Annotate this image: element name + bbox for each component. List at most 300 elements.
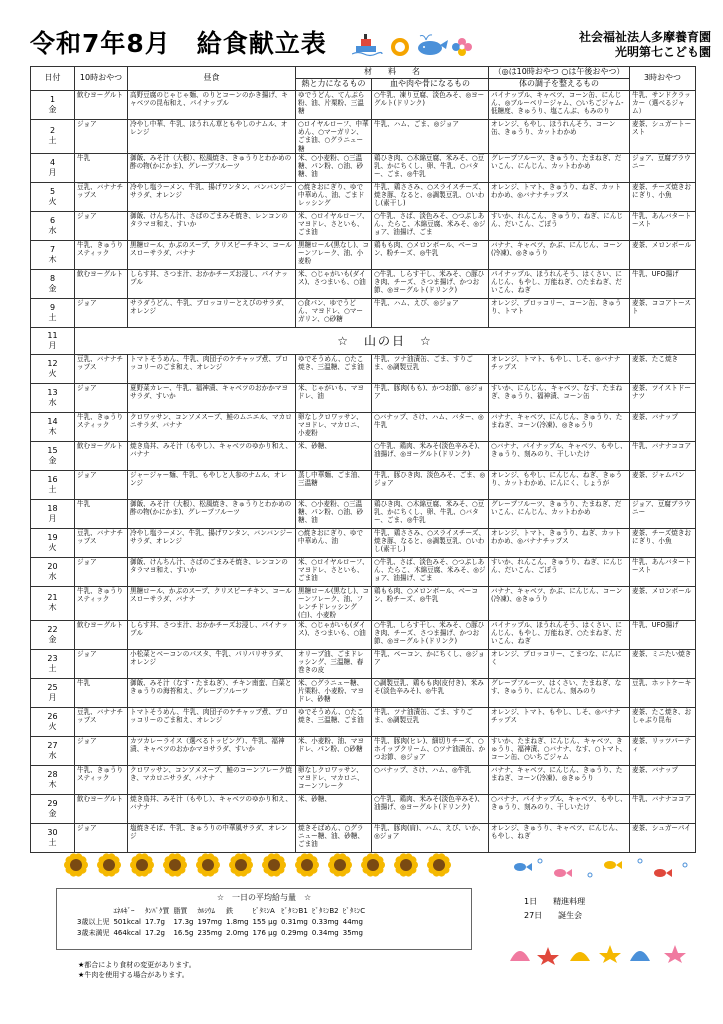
average-header-cell: ﾋﾞﾀﾐﾝB1 xyxy=(281,907,308,915)
ingredients-body: バナナ、キャベツ、にんじん、きゅうり、たまねぎ、コーン(冷凍)、◎きゅうり xyxy=(489,412,630,441)
am-snack: ジョア xyxy=(75,211,128,240)
am-snack: ジョア xyxy=(75,557,128,586)
average-cell: 197mg xyxy=(197,918,223,926)
sea-decoration-top xyxy=(500,855,700,883)
day-number: 16 xyxy=(47,474,58,484)
am-snack: 牛乳 xyxy=(75,153,128,182)
day-date xyxy=(31,327,75,354)
pm-snack: 麦茶、ツイストドーナツ xyxy=(630,383,696,412)
am-snack: ジョア xyxy=(75,823,128,852)
pm-snack: 牛乳、あんバタートースト xyxy=(630,211,696,240)
average-header-cell: ｴﾈﾙｷﾞｰ xyxy=(113,907,135,915)
average-cell: 0.33mg xyxy=(311,918,339,926)
ingredients-body: パイナップル、キャベツ、コーン缶、にんじん、◎ブルーベリージャム、○いちごジャム-低糖度、きゅうり、塩こんぶ、もみのり xyxy=(489,91,630,120)
day-number: 6 xyxy=(49,215,56,225)
menu-row xyxy=(31,678,696,707)
ingredients-heat: 米、○ロイヤルローフ、マヨドレ、さといも、ごま油 xyxy=(296,211,372,240)
lunch-menu: 冷やし塩ラーメン、牛乳、揚げワンタン、バンバンジーサラダ、オレンジ xyxy=(128,182,296,211)
day-date xyxy=(31,823,75,852)
ingredients-body: バナナ、キャベツ、にんじん、きゅうり、たまねぎ、コーン(冷凍)、◎きゅうり xyxy=(489,765,630,794)
menu-row xyxy=(31,269,696,298)
am-snack: 豆乳、バナナチップス xyxy=(75,354,128,383)
ingredients-heat: 米、○じゃがいも(ダイス)、さつまいも、○油 xyxy=(296,620,372,649)
pm-snack: 麦茶、チーズ焼きおにぎり、小魚 xyxy=(630,182,696,211)
menu-row xyxy=(31,153,696,182)
menu-body xyxy=(31,91,696,853)
weekday: 木 xyxy=(48,779,57,789)
weekday: 土 xyxy=(48,837,57,847)
ingredients-heat: ゆでそうめん、○たこ焼き、三温糖、ごま油 xyxy=(296,707,372,736)
ingredients-blood: ○調製豆乳、鶏もも肉(皮付き)、米みそ(淡色辛みそ)、◎牛乳 xyxy=(372,678,489,707)
day-date xyxy=(31,707,75,736)
weekday: 金 xyxy=(48,455,57,465)
average-header-cell xyxy=(75,906,111,917)
average-cell: 464kcal xyxy=(113,929,141,937)
day-number: 12 xyxy=(47,358,58,368)
average-cell: 17.3g xyxy=(173,918,194,926)
weekday: 土 xyxy=(48,136,57,146)
ingredients-heat: 黒糖ロール(黒なし)、コーンフレーク、油、小麦粉 xyxy=(296,240,372,269)
pm-snack: 豆乳、ホットケーキ xyxy=(630,678,696,707)
lunch-menu: クロワッサン、コンソメスープ、鮭のコーンフレーク焼き、マカロニサラダ、バナナ xyxy=(128,765,296,794)
average-header-cell: 鉄 xyxy=(226,907,234,915)
am-snack: ジョア xyxy=(75,649,128,678)
day-date xyxy=(31,765,75,794)
ingredients-blood: ○牛乳、しらす干し、米みそ、○豚ひき肉、チーズ、さつま揚げ、かつお節、◎ヨーグルト(ドリンク) xyxy=(372,620,489,649)
day-date xyxy=(31,470,75,499)
am-snack: 飲むヨーグルト xyxy=(75,441,128,470)
lunch-menu: トマトそうめん、牛乳、肉団子のケチャップ煮、ブロッコリーのごま和え、オレンジ xyxy=(128,707,296,736)
weekday: 月 xyxy=(48,167,57,177)
ingredients-blood: 鶏ひき肉、○木綿豆腐、米みそ、○豆乳、かにちくし、卵、牛乳、○バター、ごま、◎牛乳 xyxy=(372,499,489,528)
day-number: 21 xyxy=(47,593,58,603)
average-header-row xyxy=(75,906,367,917)
ingredients-body: オレンジ、トマト、きゅうり、ねぎ、カットわかめ、◎バナナチップス xyxy=(489,528,630,557)
average-row xyxy=(75,917,367,928)
weekday: 金 xyxy=(48,634,57,644)
ingredients-body: オレンジ、もやし、にんじん、ねぎ、きゅうり、カットわかめ、にんにく、しょうが xyxy=(489,470,630,499)
weekday: 火 xyxy=(48,721,57,731)
average-nutrition-box xyxy=(56,888,472,950)
day-number: 25 xyxy=(47,682,58,692)
ingredients-blood: 鶏もも肉、○メロンボール、ベーコン、粉チーズ、◎牛乳 xyxy=(372,586,489,620)
ingredients-blood: 牛乳、ベーコン、かにちくし、◎ジョア xyxy=(372,649,489,678)
ingredients-body: バナナ、キャベツ、かぶ、にんじん、コーン(冷凍)、◎きゅうり xyxy=(489,240,630,269)
day-date xyxy=(31,794,75,823)
decoration-icons xyxy=(352,30,482,60)
lunch-menu: 塩焼きそば、牛乳、きゅうりの中華風サラダ、オレンジ xyxy=(128,823,296,852)
header-lunch: 昼食 xyxy=(128,67,296,91)
ingredients-blood: 牛乳、ツナ油漬缶、ごま、すりごま、◎調製豆乳 xyxy=(372,354,489,383)
sunflower-icon xyxy=(262,853,286,876)
menu-row xyxy=(31,470,696,499)
day-number: 13 xyxy=(47,387,58,397)
ingredients-body: オレンジ、ブロッコリー、コーン缶、きゅうり、トマト xyxy=(489,298,630,327)
ingredients-blood: ○牛乳、しらす干し、米みそ、○豚ひき肉、チーズ、さつま揚げ、かつお節、◎ヨーグルト(ドリンク) xyxy=(372,269,489,298)
day-date xyxy=(31,557,75,586)
menu-row xyxy=(31,182,696,211)
am-snack: 豆乳、バナナチップス xyxy=(75,707,128,736)
sunflower-icon xyxy=(130,853,154,876)
ingredients-heat: ○焼きおにぎり、ゆで中華めん、油、ごまドレッシング xyxy=(296,182,372,211)
pm-snack: 牛乳、UFO揚げ xyxy=(630,269,696,298)
day-date xyxy=(31,736,75,765)
lunch-menu: 高野豆腐のじゃじゃ麺、のりとコーンのかき揚げ、キャベツの昆布和え、パイナップル xyxy=(128,91,296,120)
ingredients-blood: ○牛乳、鶏肉、米みそ(淡色辛みそ)、油揚げ、◎ヨーグルト(ドリンク) xyxy=(372,794,489,823)
sunflower-icon xyxy=(295,853,319,876)
menu-row xyxy=(31,412,696,441)
average-cell: 235mg xyxy=(197,929,223,937)
day-number: 15 xyxy=(47,445,58,455)
day-number: 20 xyxy=(47,561,58,571)
pm-snack: 牛乳、バナナココア xyxy=(630,441,696,470)
header-note: （◎は10時おやつ ○は午後おやつ） xyxy=(489,67,630,79)
menu-row xyxy=(31,298,696,327)
pm-snack: 麦茶、バナップ xyxy=(630,765,696,794)
average-cell: 155 μg xyxy=(252,918,278,926)
event-list xyxy=(524,895,585,923)
day-number: 22 xyxy=(47,624,58,634)
pm-snack: 麦茶、チーズ焼きおにぎり、小魚 xyxy=(630,528,696,557)
lunch-menu: 焼き鳥丼、みそ汁（もやし）、キャベツのゆかり和え、バナナ xyxy=(128,441,296,470)
menu-row xyxy=(31,765,696,794)
lunch-menu: しらす丼、さつま汁、おかかチーズお浸し、パイナップル xyxy=(128,620,296,649)
weekday: 金 xyxy=(48,808,57,818)
day-number: 27 xyxy=(47,740,58,750)
menu-row xyxy=(31,620,696,649)
org-line1: 社会福祉法人多摩養育園 xyxy=(578,30,711,44)
menu-row xyxy=(31,736,696,765)
ship-icon xyxy=(352,34,382,56)
average-cell: 35mg xyxy=(342,929,363,937)
day-number: 11 xyxy=(47,330,58,340)
day-number: 4 xyxy=(49,157,56,167)
am-snack: 牛乳、きゅうりスティック xyxy=(75,586,128,620)
day-number: 7 xyxy=(49,244,56,254)
ingredients-body: すいか、にんじん、キャベツ、なす、たまねぎ、きゅうり、福神漬、コーン缶 xyxy=(489,383,630,412)
ingredients-heat: 米、○小麦粉、○三温糖、パン粉、○油、砂糖、油 xyxy=(296,499,372,528)
weekday: 金 xyxy=(48,283,57,293)
am-snack: 豆乳、バナナチップス xyxy=(75,182,128,211)
day-date xyxy=(31,649,75,678)
day-number: 29 xyxy=(47,798,58,808)
average-cell: 17.2g xyxy=(144,929,165,937)
ingredients-heat: 米、○ロイヤルローフ、マヨドレ、さといも、ごま油 xyxy=(296,557,372,586)
am-snack: 牛乳、きゅうりスティック xyxy=(75,240,128,269)
ingredients-blood: 牛乳、ハム、ごま、◎ジョア xyxy=(372,120,489,154)
lunch-menu: 御飯、みそ汁（なす・たまねぎ）、チキン南蛮、白菜ときゅうりの海苔和え、グレープフルーツ xyxy=(128,678,296,707)
ingredients-blood: ○牛乳、さば、淡色みそ、○つぶしあん、たらこ、木綿豆腐、米みそ、◎ジョア、油揚げ、ごま xyxy=(372,557,489,586)
weekday: 火 xyxy=(48,542,57,552)
lunch-menu: 御飯、みそ汁（大根）、松風焼き、きゅうりとわかめの酢の物(かにかま)、グレープフルーツ xyxy=(128,153,296,182)
lunch-menu: ジャージャー麺、牛乳、もやしと人参のナムル、オレンジ xyxy=(128,470,296,499)
ingredients-heat: 米、○じゃがいも(ダイス)、さつまいも、○油 xyxy=(296,269,372,298)
am-snack: 牛乳、きゅうりスティック xyxy=(75,765,128,794)
pm-snack: 牛乳、サンドクラッカー（選べるジャム） xyxy=(630,91,696,120)
pm-snack: 麦茶、たこ焼き xyxy=(630,354,696,383)
sunflower-icon xyxy=(394,853,418,876)
average-cell: 44mg xyxy=(342,918,363,926)
weekday: 土 xyxy=(48,312,57,322)
weekday: 月 xyxy=(48,692,57,702)
lunch-menu: カツカレーライス（選べるトッピング）、牛乳、福神漬、キャベツのおかかマヨサラダ、すいか xyxy=(128,736,296,765)
menu-row xyxy=(31,528,696,557)
starfish-icon xyxy=(537,945,686,965)
menu-row xyxy=(31,823,696,852)
day-date xyxy=(31,211,75,240)
average-header-cell: 脂質 xyxy=(173,907,188,915)
menu-row xyxy=(31,794,696,823)
weekday: 金 xyxy=(48,105,57,114)
menu-row xyxy=(31,211,696,240)
fish-icon xyxy=(514,861,672,877)
am-snack: ジョア xyxy=(75,383,128,412)
sunflower-icon xyxy=(97,853,121,876)
weekday: 木 xyxy=(48,603,57,613)
ingredients-body: オレンジ、トマト、もやし、しそ、◎バナナチップス xyxy=(489,354,630,383)
ingredients-body: ○バナナ、パイナップル、キャベツ、もやし、きゅうり、刻みのり、干しいたけ xyxy=(489,794,630,823)
menu-row xyxy=(31,649,696,678)
average-title: ☆ 一日の平均給与量 ☆ xyxy=(216,893,312,902)
ingredients-heat: 蒸し中華麺、ごま油、三温糖 xyxy=(296,470,372,499)
ingredients-heat: 黒糖ロール(黒なし)、コーンフレーク、油、フレンチドレッシング(白)、小麦粉 xyxy=(296,586,372,620)
pm-snack: 麦茶、ココアトースト xyxy=(630,298,696,327)
day-number: 23 xyxy=(47,653,58,663)
day-date xyxy=(31,499,75,528)
menu-row xyxy=(31,91,696,120)
ingredients-heat: 米、砂糖、 xyxy=(296,441,372,470)
lunch-menu: 御飯、みそ汁（大根）、松風焼き、きゅうりとわかめの酢の物(かにかま)、グレープフルーツ xyxy=(128,499,296,528)
ingredients-body: グレープフルーツ、きゅうり、たまねぎ、だいこん、にんじん、カットわかめ xyxy=(489,153,630,182)
day-date xyxy=(31,620,75,649)
ingredients-blood: ○牛乳、さば、淡色みそ、○つぶしあん、たらこ、木綿豆腐、米みそ、◎ジョア、油揚げ、ごま xyxy=(372,211,489,240)
weekday: 土 xyxy=(48,663,57,673)
day-number: 19 xyxy=(47,532,58,542)
lunch-menu: 小松菜とベーコンのパスタ、牛乳、パリパリサラダ、オレンジ xyxy=(128,649,296,678)
ingredients-blood: 牛乳、ハム、えび、◎ジョア xyxy=(372,298,489,327)
average-header-cell: ﾋﾞﾀﾐﾝB2 xyxy=(311,907,339,915)
am-snack: 飲むヨーグルト xyxy=(75,794,128,823)
am-snack: ジョア xyxy=(75,736,128,765)
page-title: 令和7年8月 給食献立表 xyxy=(30,29,327,58)
ingredients-blood: ○バナップ、さけ、ハム、バター、◎牛乳 xyxy=(372,412,489,441)
pm-snack: 麦茶、シュガートースト xyxy=(630,120,696,154)
am-snack: 牛乳、きゅうりスティック xyxy=(75,412,128,441)
ingredients-blood: 牛乳、豚ひき肉、淡色みそ、ごま、◎ジョア xyxy=(372,470,489,499)
day-number: 5 xyxy=(49,186,56,196)
lunch-menu: しらす丼、さつま汁、おかかチーズお浸し、パイナップル xyxy=(128,269,296,298)
ingredients-body: すいか、れんこん、きゅうり、ねぎ、にんじん、だいこん、ごぼう xyxy=(489,557,630,586)
ingredients-body: オレンジ、ブロッコリー、こまつな、にんにく xyxy=(489,649,630,678)
lunch-menu: 冷やし中華、牛乳、ほうれん草ともやしのナムル、オレンジ xyxy=(128,120,296,154)
flower-icon xyxy=(452,38,472,56)
pm-snack: 麦茶、ミニたい焼き xyxy=(630,649,696,678)
lunch-menu: 冷やし塩ラーメン、牛乳、揚げワンタン、バンバンジーサラダ、オレンジ xyxy=(128,528,296,557)
day-number: 26 xyxy=(47,711,58,721)
menu-row xyxy=(31,499,696,528)
average-cell: 176 μg xyxy=(252,929,278,937)
weekday: 水 xyxy=(48,750,57,760)
pm-snack: 麦茶、シュガーパイ xyxy=(630,823,696,852)
day-date xyxy=(31,153,75,182)
am-snack: 飲むヨーグルト xyxy=(75,91,128,120)
ingredients-body: すいか、たまねぎ、にんじん、キャベツ、きゅうり、福神漬、○バナナ、なす、○トマト、コーン缶、○いちごジャム xyxy=(489,736,630,765)
menu-row xyxy=(31,441,696,470)
ingredients-body: ○バナナ、パイナップル、キャベツ、もやし、きゅうり、刻みのり、干しいたけ xyxy=(489,441,630,470)
header-pm-snack: 3時おやつ xyxy=(630,67,696,91)
ingredients-heat: ○焼きおにぎり、ゆで中華めん、油 xyxy=(296,528,372,557)
weekday: 木 xyxy=(48,254,57,264)
ingredients-blood: 牛乳、豚肉(肩)、ハム、えび、いか、◎ジョア xyxy=(372,823,489,852)
ingredients-body: グレープフルーツ、はくさい、たまねぎ、なす、きゅうり、にんじん、刻みのり xyxy=(489,678,630,707)
menu-row xyxy=(31,120,696,154)
average-table xyxy=(75,906,367,939)
am-snack: ジョア xyxy=(75,298,128,327)
ingredients-heat: 卵なしクロワッサン、マヨドレ、マカロニ、小麦粉 xyxy=(296,412,372,441)
ingredients-blood: 牛乳、鶏ささみ、○スライスチーズ、焼き豚、なると、◎調製豆乳、○いわし(素干し) xyxy=(372,528,489,557)
day-date xyxy=(31,528,75,557)
ingredients-body: オレンジ、もやし、ほうれんそう、コーン缶、きゅうり、カットわかめ xyxy=(489,120,630,154)
menu-table xyxy=(30,66,696,853)
day-number: 14 xyxy=(47,416,58,426)
lunch-menu: サラダうどん、牛乳、ブロッコリーとえびのサラダ、オレンジ xyxy=(128,298,296,327)
menu-row xyxy=(31,557,696,586)
ingredients-heat: オリーブ油、ごまドレッシング、三温糖、春巻きの皮 xyxy=(296,649,372,678)
note-item: ★牛肉を使用する場合があります。 xyxy=(78,971,189,979)
day-date xyxy=(31,383,75,412)
header-body: 体の調子を整えるもの xyxy=(489,79,630,91)
average-cell: 2.0mg xyxy=(226,929,249,937)
ingredients-heat: 米、小麦粉、油、マヨドレ、パン粉、○砂糖 xyxy=(296,736,372,765)
pm-snack: 牛乳、あんバタートースト xyxy=(630,557,696,586)
lunch-menu: クロワッサン、コンソメスープ、鮭のムニエル、マカロニサラダ、バナナ xyxy=(128,412,296,441)
sunflower-icon xyxy=(196,853,220,876)
sunflower-icon xyxy=(64,853,88,876)
ingredients-blood: ○牛乳、鶏肉、米みそ(淡色辛みそ)、油揚げ、◎ヨーグルト(ドリンク) xyxy=(372,441,489,470)
day-date xyxy=(31,91,75,120)
header-blood: 血や肉や骨になるもの xyxy=(372,79,489,91)
lunch-menu: 焼き鳥丼、みそ汁（もやし）、キャベツのゆかり和え、バナナ xyxy=(128,794,296,823)
day-number: 2 xyxy=(49,126,56,136)
sunflower-icon xyxy=(229,853,253,876)
average-cell: 3歳以上児 xyxy=(77,918,110,926)
weekday: 火 xyxy=(48,196,57,206)
ingredients-blood: ○バナップ、さけ、ハム、◎牛乳 xyxy=(372,765,489,794)
ingredients-heat: 卵なしクロワッサン、マヨドレ、マカロニ、コーンフレーク xyxy=(296,765,372,794)
event-item: 1日 精進料理 xyxy=(524,897,586,906)
menu-row xyxy=(31,354,696,383)
average-cell: 0.29mg xyxy=(281,929,308,937)
ingredients-blood: 牛乳、豚肉(もも)、かつお節、◎ジョア xyxy=(372,383,489,412)
day-date xyxy=(31,412,75,441)
whale-icon xyxy=(418,35,448,55)
average-header-cell: ﾋﾞﾀﾐﾝA xyxy=(252,907,275,915)
footnotes xyxy=(78,960,196,980)
pm-snack: 麦茶、メロンボール xyxy=(630,240,696,269)
holiday-label: ☆ 山の日 ☆ xyxy=(75,327,696,354)
sunflower-icon xyxy=(328,853,352,876)
weekday: 水 xyxy=(48,225,57,235)
pm-snack: 麦茶、たこ焼き、おしゃぶり昆布 xyxy=(630,707,696,736)
average-cell: 17.7g xyxy=(144,918,165,926)
am-snack: 牛乳 xyxy=(75,499,128,528)
note-item: ★都合により食材の変更があります。 xyxy=(78,961,196,969)
day-number: 9 xyxy=(49,302,56,312)
am-snack: ジョア xyxy=(75,120,128,154)
ingredients-heat: 米、砂糖、 xyxy=(296,794,372,823)
day-number: 8 xyxy=(49,273,56,283)
ingredients-blood: 牛乳、鶏ささみ、○スライスチーズ、焼き豚、なると、◎調製豆乳、○いわし(素干し) xyxy=(372,182,489,211)
day-date xyxy=(31,298,75,327)
lunch-menu: 御飯、けんちん汁、さばのごまみそ焼き、レンコンのタラマヨ和え、すいか xyxy=(128,557,296,586)
lunch-menu: 御飯、けんちん汁、さばのごまみそ焼き、レンコンのタラマヨ和え、すいか xyxy=(128,211,296,240)
pm-snack: 麦茶、リッツパーティ xyxy=(630,736,696,765)
org-line2: 光明第七こども園 xyxy=(614,45,711,59)
pm-snack: ジョア、豆腐ブラウニー xyxy=(630,499,696,528)
weekday: 水 xyxy=(48,397,57,407)
event-item: 27日 誕生会 xyxy=(524,911,583,920)
ingredients-blood: ○牛乳、凍り豆腐、淡色みそ、◎ヨーグルト(ドリンク) xyxy=(372,91,489,120)
ingredients-blood: 鶏もも肉、○メロンボール、ベーコン、粉チーズ、◎牛乳 xyxy=(372,240,489,269)
menu-row xyxy=(31,383,696,412)
am-snack: ジョア xyxy=(75,470,128,499)
am-snack: 豆乳、バナナチップス xyxy=(75,528,128,557)
header-heat: 熱と力になるもの xyxy=(296,79,372,91)
organization-name xyxy=(579,30,711,60)
ingredients-body: オレンジ、きゅうり、キャベツ、にんじん、もやし、ねぎ xyxy=(489,823,630,852)
day-date xyxy=(31,269,75,298)
ingredients-heat: 米、○グラニュー糖、片栗粉、小麦粉、マヨドレ、砂糖 xyxy=(296,678,372,707)
ingredients-heat: 米、○小麦粉、○三温糖、パン粉、○油、砂糖、油 xyxy=(296,153,372,182)
pm-snack: 麦茶、バナップ xyxy=(630,412,696,441)
am-snack: 牛乳 xyxy=(75,678,128,707)
ingredients-blood: 牛乳、豚肉(ヒレ)、細切りチーズ、○ホイップクリーム、○ツナ油漬缶、かつお節、◎ジョア xyxy=(372,736,489,765)
day-number: 1 xyxy=(49,95,56,104)
day-number: 28 xyxy=(47,769,58,779)
day-date xyxy=(31,354,75,383)
day-date xyxy=(31,120,75,154)
average-header-cell: ｶﾙｼｳﾑ xyxy=(197,907,215,915)
day-date xyxy=(31,586,75,620)
ingredients-heat: 焼きそばめん、○グラニュー糖、油、砂糖、ごま油 xyxy=(296,823,372,852)
sea-decoration-bottom xyxy=(500,935,700,965)
pm-snack: 牛乳、バナナココア xyxy=(630,794,696,823)
ingredients-blood: 鶏ひき肉、○木綿豆腐、米みそ、○豆乳、かにちくし、卵、牛乳、○バター、ごま、◎牛乳 xyxy=(372,153,489,182)
float-ring-icon xyxy=(393,40,407,54)
weekday: 土 xyxy=(48,484,57,494)
day-date xyxy=(31,240,75,269)
day-number: 18 xyxy=(47,503,58,513)
ingredients-heat: ゆでうどん、てんぷら粉、油、片栗粉、三温糖 xyxy=(296,91,372,120)
day-date xyxy=(31,441,75,470)
sunflower-decoration xyxy=(60,850,462,880)
ingredients-heat: ○食パン、ゆでうどん、マヨドレ、○マーガリン、○砂糖 xyxy=(296,298,372,327)
am-snack: 飲むヨーグルト xyxy=(75,269,128,298)
ingredients-heat: 米、じゃがいも、マヨドレ、油 xyxy=(296,383,372,412)
average-header-cell: ﾋﾞﾀﾐﾝC xyxy=(342,907,366,915)
lunch-menu: 黒糖ロール、かぶのスープ、クリスピーチキン、コールスローサラダ、バナナ xyxy=(128,240,296,269)
header-am-snack: 10時おやつ xyxy=(75,67,128,91)
seashell-icon xyxy=(510,951,650,961)
ingredients-blood: 牛乳、ツナ油漬缶、ごま、すりごま、◎調製豆乳 xyxy=(372,707,489,736)
weekday: 月 xyxy=(48,340,57,350)
day-date xyxy=(31,182,75,211)
weekday: 木 xyxy=(48,426,57,436)
weekday: 月 xyxy=(48,513,57,523)
ingredients-body: オレンジ、トマト、きゅうり、ねぎ、カットわかめ、◎バナナチップス xyxy=(489,182,630,211)
ingredients-body: パイナップル、ほうれんそう、はくさい、にんじん、もやし、万能ねぎ、○たまねぎ、だいこん、ねぎ xyxy=(489,620,630,649)
ingredients-body: すいか、れんこん、きゅうり、ねぎ、にんじん、だいこん、ごぼう xyxy=(489,211,630,240)
